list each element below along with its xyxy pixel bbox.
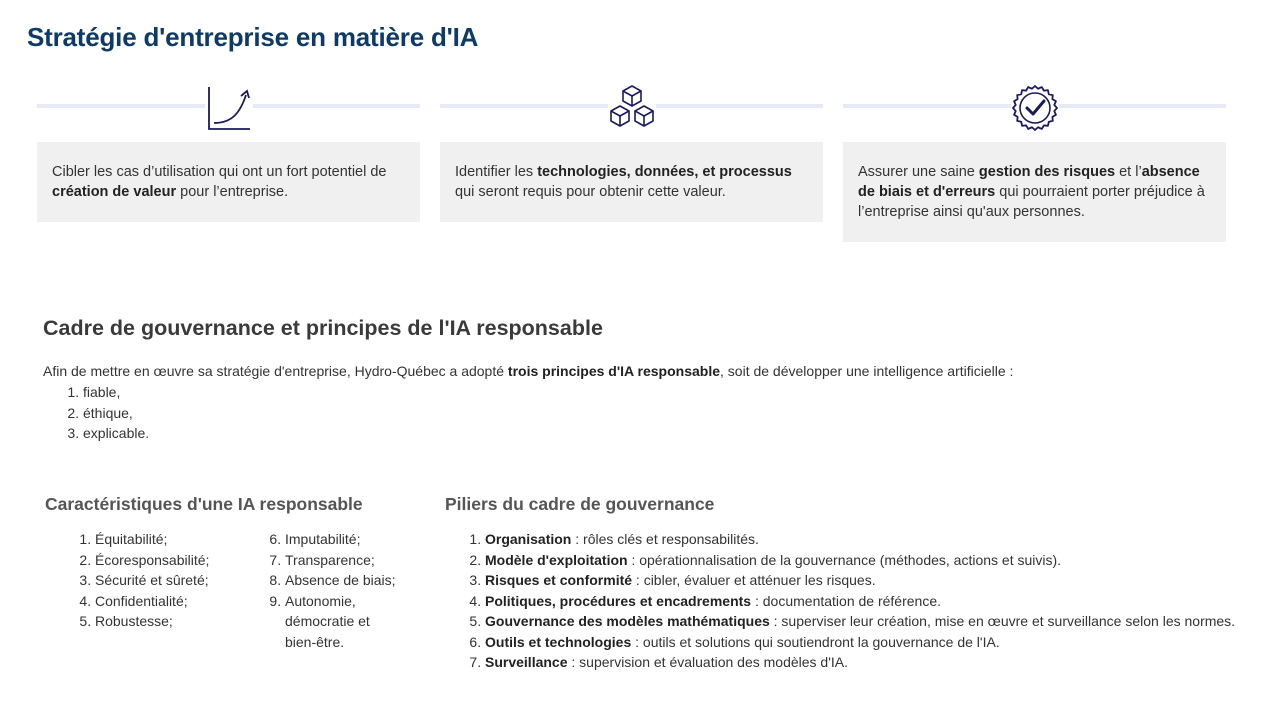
pillars-title: Piliers du cadre de gouvernance xyxy=(445,494,715,514)
text-segment: et l’ xyxy=(1115,164,1142,180)
pillar-description: : rôles clés et responsabilités. xyxy=(571,531,759,547)
list-item xyxy=(485,632,1260,653)
text-segment: Assurer une saine xyxy=(858,164,979,180)
list-item: 1. fiable, xyxy=(83,382,149,403)
text-segment: , soit de développer une intelligence artificielle : xyxy=(720,363,1014,379)
card-text xyxy=(37,142,420,222)
list-item: 5. Robustesse; xyxy=(95,611,265,632)
emphasis-text: gestion des risques xyxy=(978,164,1116,180)
characteristics-title: Caractéristiques d'une IA responsable xyxy=(45,494,363,514)
text-segment: qui pourraient porter préjudice à l’entreprise ainsi qu'aux personnes. xyxy=(858,184,1205,220)
strategy-card-technology xyxy=(440,84,823,222)
text-segment: Cibler les cas d’utilisation qui ont un fort potentiel de xyxy=(52,164,387,180)
pillar-name: Risques et conformité xyxy=(485,572,633,588)
pillar-name: Modèle d'exploitation xyxy=(485,551,628,568)
pillars-list xyxy=(445,529,1260,673)
characteristics-list-1 xyxy=(55,529,265,632)
pillar-name: Surveillance xyxy=(485,654,568,670)
list-item: 1. Équitabilité; xyxy=(95,529,265,550)
list-item xyxy=(485,550,1260,571)
pillar-name: Organisation xyxy=(485,531,572,547)
text-segment: pour l’entreprise. xyxy=(176,184,289,200)
list-item: 3. explicable. xyxy=(83,423,149,444)
list-item: 9. Autonomie, démocratie et bien-être. xyxy=(285,591,390,653)
strategy-card-risk xyxy=(843,84,1226,242)
list-item xyxy=(485,529,1260,550)
list-item: 7. Transparence; xyxy=(285,550,450,571)
list-item xyxy=(485,611,1260,632)
pillar-description: : opérationnalisation de la gouvernance (méthodes, actions et suivis). xyxy=(627,551,1062,568)
list-item: 3. Sécurité et sûreté; xyxy=(95,570,265,591)
text-segment: Afin de mettre en œuvre sa stratégie d'entreprise, Hydro-Québec a adopté xyxy=(43,363,508,379)
emphasis-text: technologies, données, et processus xyxy=(537,164,792,180)
checkmark-seal-icon xyxy=(1011,84,1059,132)
pillar-name: Outils et technologies xyxy=(485,633,632,650)
intro-paragraph xyxy=(43,361,1243,381)
principles-list xyxy=(43,382,149,444)
pillar-description: : superviser leur création, mise en œuvre et surveillance selon les normes. xyxy=(769,613,1236,629)
text-segment: qui seront requis pour obtenir cette valeur. xyxy=(455,184,726,200)
list-item: 4. Confidentialité; xyxy=(95,591,265,612)
emphasis-text: absence de biais et d'erreurs xyxy=(858,164,1200,200)
pillar-name: Politiques, procédures et encadrements xyxy=(485,592,752,609)
pillar-name: Gouvernance des modèles mathématiques xyxy=(485,613,770,629)
list-item: 8. Absence de biais; xyxy=(285,570,450,591)
characteristics-list-2 xyxy=(245,529,450,652)
list-item: 6. Imputabilité; xyxy=(285,529,450,550)
emphasis-text: trois principes d'IA responsable xyxy=(507,363,721,379)
pillar-description: : supervision et évaluation des modèles d'IA. xyxy=(567,654,848,670)
list-item: 2. Écoresponsabilité; xyxy=(95,550,265,571)
list-item xyxy=(485,652,1260,673)
emphasis-text: création de valeur xyxy=(52,184,177,200)
cubes-icon xyxy=(608,84,656,132)
pillar-description: : cibler, évaluer et atténuer les risques. xyxy=(632,572,876,588)
strategy-card-value xyxy=(37,84,420,222)
card-text xyxy=(843,142,1226,242)
section-title: Cadre de gouvernance et principes de l'IA responsable xyxy=(43,316,603,340)
page-title: Stratégie d'entreprise en matière d'IA xyxy=(27,22,479,52)
text-segment: Identifier les xyxy=(455,164,538,180)
pillar-description: : outils et solutions qui soutiendront la gouvernance de l'IA. xyxy=(631,633,1000,650)
pillar-description: : documentation de référence. xyxy=(751,592,941,609)
list-item xyxy=(485,591,1260,612)
list-item: 2. éthique, xyxy=(83,403,149,424)
growth-chart-icon xyxy=(205,84,253,132)
card-text xyxy=(440,142,823,222)
list-item xyxy=(485,570,1260,591)
